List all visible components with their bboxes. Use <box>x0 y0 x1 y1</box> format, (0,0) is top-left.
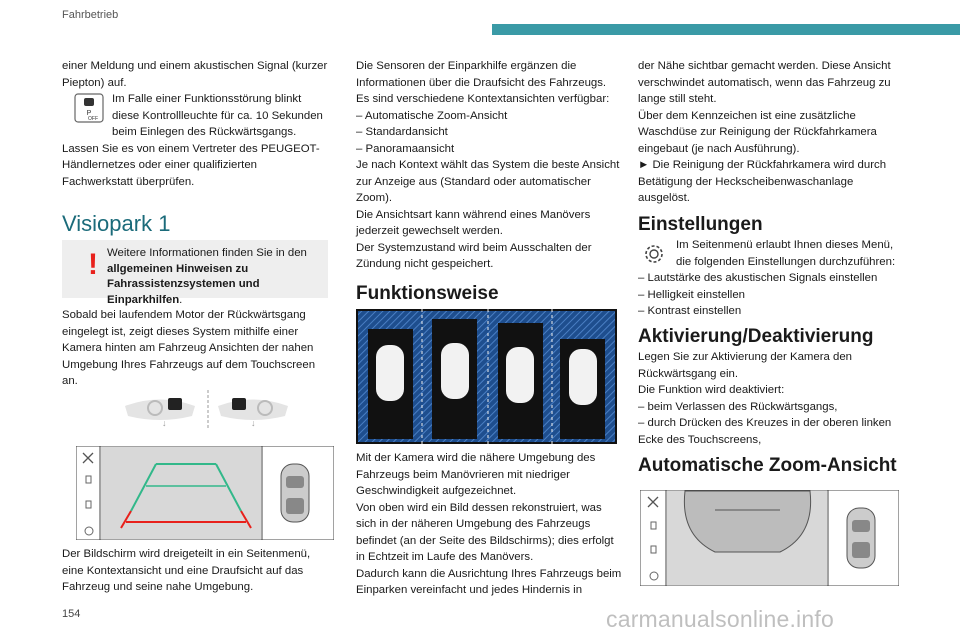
svg-text:OFF: OFF <box>88 116 98 122</box>
parking-fault-warning-icon <box>74 93 104 123</box>
section-heading-aktivierung: Aktivierung/Deaktivierung <box>638 325 874 347</box>
paragraph: Der Systemzustand wird beim Ausschalten der Zündung nicht gespeichert. <box>356 241 592 270</box>
paragraph: Der Bildschirm wird dreigeteilt in ein Seitenmenü, eine Kontextansicht und eine Draufsicht auf das Fahrzeug und seine nahe Umgebung. <box>62 548 311 593</box>
page-number: 154 <box>62 608 81 620</box>
steering-wheel-illustration <box>120 388 300 430</box>
paragraph: Von oben wird ein Bild dessen rekonstruiert, was sich in der näheren Umgebung des Fahrzeugs befindet (an der Seite des Bildschirms); dies erfolgt in Echtzeit im Laufe des Manövers. <box>356 501 614 563</box>
paragraph: Sobald bei laufendem Motor der Rückwärtsgang eingelegt ist, zeigt dieses System mithilfe einer Kamera hinten am Fahrzeug Ansichten der nahen Umgebung Ihres Fahrzeugs auf dem Touchscreen an. <box>62 309 316 387</box>
section-title: Fahrbetrieb <box>62 9 119 21</box>
column-2 <box>356 58 624 302</box>
svg-text:P: P <box>86 110 92 117</box>
paragraph: Je nach Kontext wählt das System die beste Ansicht zur Anzeige aus (Standard oder automatischer Zoom). <box>356 159 620 204</box>
svg-text:↓: ↓ <box>251 418 256 428</box>
paragraph: Im Seitenmenü erlaubt Ihnen dieses Menü, die folgenden Einstellungen durchzuführen: <box>676 239 896 268</box>
watermark: carmanualsonline.info <box>606 606 834 632</box>
list-item: – Automatische Zoom-Ansicht <box>356 109 508 122</box>
paragraph: der Nähe sichtbar gemacht werden. Diese Ansicht verschwindet automatisch, wenn das Fahrzeug zu lange still steht. <box>638 60 891 105</box>
paragraph: Mit der Kamera wird die nähere Umgebung des Fahrzeugs beim Manövrieren mit niedriger Geschwindigkeit aufgezeichnet. <box>356 452 596 497</box>
list-item: – beim Verlassen des Rückwärtsgangs, <box>638 400 838 413</box>
paragraph: Dadurch kann die Ausrichtung Ihres Fahrzeugs beim Einparken vereinfacht und jedes Hindernis in <box>356 567 622 596</box>
section-heading-zoom: Automatische Zoom-Ansicht <box>638 455 897 476</box>
column-1-bottom <box>62 546 330 596</box>
note-text <box>107 246 322 308</box>
list-item: – Helligkeit einstellen <box>638 288 746 301</box>
section-heading-funktionsweise: Funktionsweise <box>356 282 499 304</box>
column-3 <box>638 58 906 475</box>
paragraph: ► Die Reinigung der Rückfahrkamera wird durch Betätigung der Heckscheibenwaschanlage ausgelöst. <box>638 159 887 204</box>
paragraph: einer Meldung und einem akustischen Signal (kurzer Piepton) auf. <box>62 60 328 89</box>
column-2-lower <box>356 450 624 599</box>
rear-camera-screen-illustration <box>76 446 334 540</box>
list-item: – Panoramaansicht <box>356 142 455 155</box>
warning-exclamation-icon: ! <box>88 248 98 281</box>
paragraph: Die Funktion wird deaktiviert: <box>638 384 785 396</box>
list-item: – Kontrast einstellen <box>638 305 742 317</box>
note-text-end: . <box>179 293 183 306</box>
list-item: – Lautstärke des akustischen Signals einstellen <box>638 272 878 284</box>
info-note-box <box>62 240 328 306</box>
svg-text:↓: ↓ <box>162 418 167 428</box>
list-item: – Standardansicht <box>356 126 448 138</box>
header-accent-bar <box>492 24 960 35</box>
paragraph: Die Sensoren der Einparkhilfe ergänzen die Informationen über die Draufsicht des Fahrzeugs. <box>356 60 607 89</box>
note-text-regular: Weitere Informationen finden Sie in den <box>107 247 307 259</box>
section-heading-einstellungen: Einstellungen <box>638 213 763 235</box>
list-item: – durch Drücken des Kreuzes in der oberen linken Ecke des Touchscreens, <box>638 417 892 446</box>
paragraph: Lassen Sie es von einem Vertreter des PEUGEOT-Händlernetzes oder einer qualifizierten Fachwerkstatt überprüfen. <box>62 142 320 188</box>
paragraph: Es sind verschiedene Kontextansichten verfügbar: <box>356 93 610 105</box>
settings-gear-icon <box>641 241 667 267</box>
auto-zoom-view-screen-illustration <box>640 490 899 586</box>
paragraph: Die Ansichtsart kann während eines Manövers jederzeit gewechselt werden. <box>356 208 591 237</box>
topview-sequence-illustration <box>356 309 617 444</box>
note-text-bold: allgemeinen Hinweisen zu Fahrassistenzsystemen und Einparkhilfen <box>107 262 260 306</box>
column-1-lower <box>62 307 330 390</box>
column-1 <box>62 58 330 236</box>
paragraph: Im Falle einer Funktionsstörung blinkt diese Kontrollleuchte für ca. 10 Sekunden beim Einlegen des Rückwärtsgangs. <box>112 93 323 138</box>
section-heading-visiopark: Visiopark 1 <box>62 211 171 236</box>
paragraph: Über dem Kennzeichen ist eine zusätzliche Waschdüse zur Reinigung der Rückfahrkamera eingebaut (je nach Ausführung). <box>638 109 877 155</box>
page-header <box>0 0 960 44</box>
paragraph: Legen Sie zur Aktivierung der Kamera den Rückwärtsgang ein. <box>638 351 853 380</box>
